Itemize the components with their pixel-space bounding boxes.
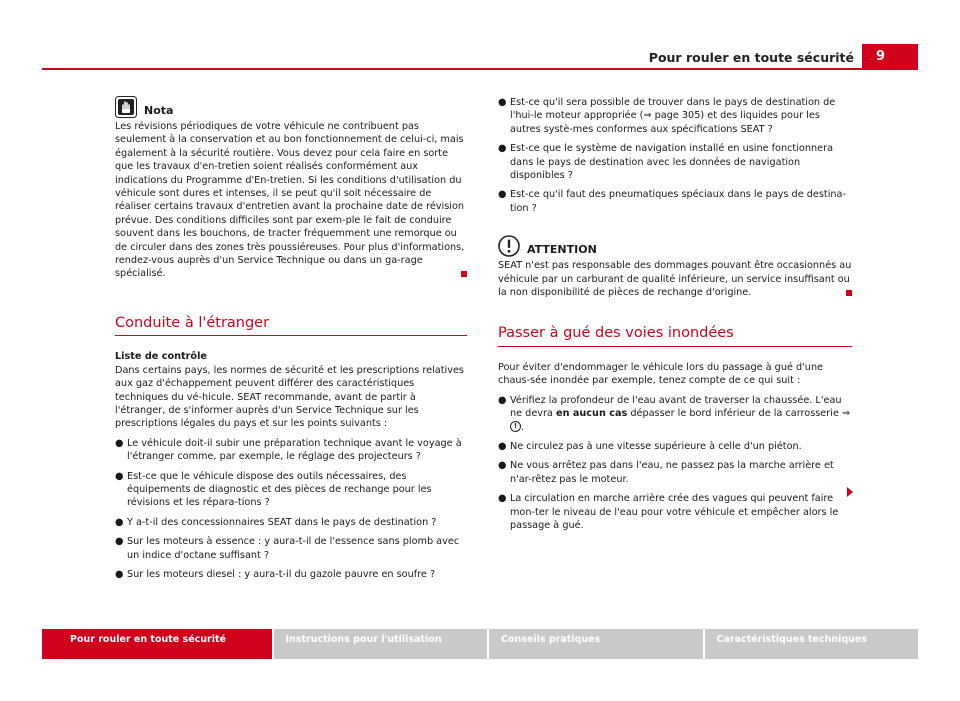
header-rule [42, 68, 918, 70]
nota-text: Les révisions périodiques de votre véhicule ne contribuent pas seulement à la conservation et au bon fonctionnement de celui-ci, mais également à la sécurité routière. Vous devez pour cela faire en sorte que les travaux d'en-tretien soient réalisés conformément aux indications du Programme d'En-tretien. Si les conditions d'utilisation du véhicule sont dures et intenses, il se peut qu'il soit nécessaire de réaliser certains travaux d'entretien avant la prochaine date de révision prévue. Des conditions difficiles sont par exem-ple le fait de conduire souvent dans les bouchons, de tracter fréquemment une remorque ou de circuler dans des zones très poussiéreuses. Pour plus d'informations, rendez-vous auprès d'un Service Technique ou dans un ga-rage spécialisé. [115, 120, 467, 281]
tab-safety[interactable]: Pour rouler en toute sécurité [42, 629, 272, 659]
page-number: 9 [862, 44, 918, 70]
list-item: ● Est-ce que le véhicule dispose des outils nécessaires, des équipements de diagnostic et des pièces de rechange pour les révisions et les répara-tions ? [115, 470, 432, 509]
list-item: ● Sur les moteurs à essence : y aura-t-il de l'essence sans plomb avec un indice d'octane suffisant ? [115, 536, 460, 561]
attention-heading [498, 235, 852, 257]
list-item: ● Ne circulez pas à une vitesse supérieure à celle d'un piéton. [498, 440, 802, 452]
warning-reference-icon[interactable]: ! [510, 421, 521, 432]
flood-intro: Pour éviter d'endommager le véhicule lors du passage à gué d'une chaus-sée inondée par exemple, tenez compte de ce qui suit : [498, 361, 824, 387]
running-header: Pour rouler en toute sécurité [648, 50, 854, 65]
attention-label: ATTENTION [527, 242, 597, 256]
continue-arrow-icon [847, 487, 853, 497]
left-column [115, 96, 467, 587]
right-column [498, 96, 852, 538]
tab-instructions[interactable]: Instructions pour l'utilisation [272, 629, 488, 659]
nota-heading [115, 96, 467, 118]
info-hand-icon [115, 96, 137, 118]
list-item: ● Vérifiez la profondeur de l'eau avant de traverser la chaussée. L'eau ne devra en aucun cas dépasser le bord inférieur de la carrosserie ⇒ ! . [498, 394, 851, 433]
list-item: ● Est-ce qu'il faut des pneumatiques spéciaux dans le pays de destina-tion ? [498, 189, 846, 214]
warning-exclamation-icon [498, 235, 520, 257]
tab-practical-tips[interactable]: Conseils pratiques [487, 629, 703, 659]
section-title-abroad: Conduite à l'étranger [115, 317, 467, 336]
list-item: ● Le véhicule doit-il subir une préparation technique avant le voyage à l'étranger comme, par exemple, le réglage des projecteurs ? [115, 437, 462, 463]
list-item: ● Est-ce qu'il sera possible de trouver dans le pays de destination de l'hui-le moteur appropriée (⇒ page 305) et des liquides pour les autres systè-mes conformes aux spécifications SEAT ? [498, 97, 836, 135]
abroad-intro: Dans certains pays, les normes de sécurité et les prescriptions relatives aux gaz d'échappement peuvent différer des caractéristiques techniques du vé-hicule. SEAT recommande, avant de partir à l'étranger, de s'informer auprès d'un Service Technique sur les prescriptions légales du pays et sur les points suivants : [115, 364, 464, 430]
attention-text: SEAT n'est pas responsable des dommages pouvant être occasionnés au véhicule par un carburant de qualité inférieure, un service insuffisant ou la non disponibilité de pièces de rechange d'origine. [498, 260, 852, 299]
list-item: ● La circulation en marche arrière crée des vagues qui peuvent faire mon-ter le niveau de l'eau pour votre véhicule et empêcher alors le passage à gué. [498, 493, 839, 531]
list-item: ● Sur les moteurs diesel : y aura-t-il du gazole pauvre en soufre ? [115, 568, 436, 580]
tab-technical-specs[interactable]: Caractéristiques techniques [703, 629, 919, 659]
nota-label: Nota [144, 103, 174, 117]
section-title-flooded-roads: Passer à gué des voies inondées [498, 327, 852, 346]
list-item: ● Est-ce que le système de navigation installé en usine fonctionnera dans le pays de destination avec les données de navigation disponibles ? [498, 143, 834, 182]
end-mark [846, 290, 852, 296]
list-item: ● Y a-t-il des concessionnaires SEAT dans le pays de destination ? [115, 516, 437, 528]
end-mark [461, 271, 467, 277]
list-item: ● Ne vous arrêtez pas dans l'eau, ne passez pas la marche arrière et n'ar-rêtez pas le moteur. [498, 460, 834, 485]
checklist-subhead: Liste de contrôle [115, 351, 207, 363]
footer-nav [42, 629, 918, 659]
